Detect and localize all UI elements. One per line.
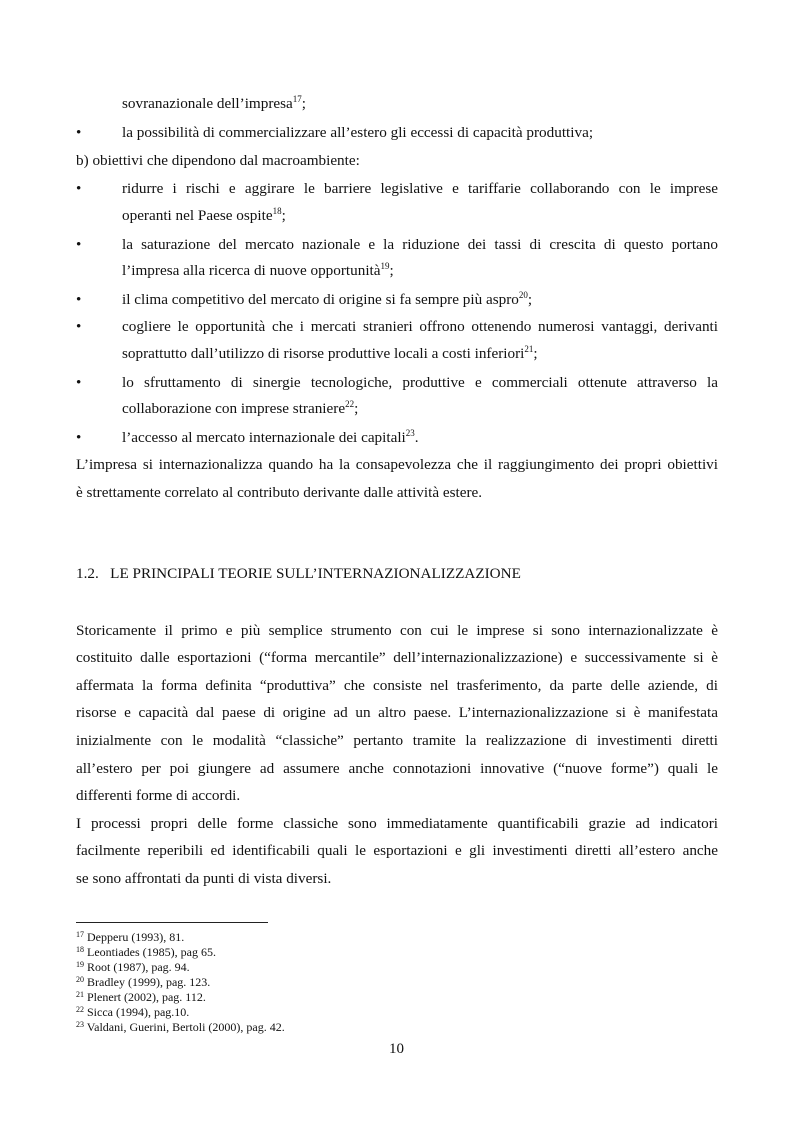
list-item: cogliere le opportunità che i mercati stranieri offrono ottenendo numerosi vantaggi, derivanti <box>122 318 718 335</box>
list-item-continuation: sovranazionale dell’impresa$^{17}$; <box>122 94 307 112</box>
page-number: 10 <box>389 1041 404 1057</box>
footnote: $^{19}$ Root (1987), pag. 94. <box>76 960 190 974</box>
footnote-ref: 19 <box>380 261 390 271</box>
footnote: $^{17}$ Depperu (1993), 81. <box>76 930 185 944</box>
section-heading: 1.2. LE PRINCIPALI TEORIE SULL’INTERNAZIONALIZZAZIONE <box>76 565 521 582</box>
footnote-ref: 17 <box>292 94 302 104</box>
paragraph-line: affermata la forma definita “produttiva” che consiste nel trasferimento, da parte delle aziende, di <box>76 677 718 694</box>
bullet-icon: • <box>76 291 82 308</box>
list-item: ridurre i rischi e aggirare le barriere legislative e tariffarie collaborando con le imprese <box>122 180 718 197</box>
list-item: lo sfruttamento di sinergie tecnologiche, produttive e commerciali ottenute attraverso la <box>122 374 718 391</box>
list-item-line2: operanti nel Paese ospite$^{18}$; <box>122 206 286 224</box>
paragraph-line: facilmente reperibili ed identificabili quali le esportazioni e gli investimenti diretti all’estero anche <box>76 842 718 859</box>
list-item-line2: l’impresa alla ricerca di nuove opportunità$^{19}$; <box>122 261 394 279</box>
paragraph-line: differenti forme di accordi. <box>76 787 241 804</box>
footnote: $^{18}$ Leontiades (1985), pag 65. <box>76 945 216 959</box>
footnote: $^{22}$ Sicca (1994), pag.10. <box>76 1005 190 1019</box>
list-item: l’accesso al mercato internazionale dei capitali$^{23}$. <box>122 428 419 446</box>
list-item: il clima competitivo del mercato di origine si fa sempre più aspro$^{20}$; <box>122 290 533 308</box>
bullet-icon: • <box>76 180 82 197</box>
list-item: la saturazione del mercato nazionale e la riduzione dei tassi di crescita di questo portano <box>122 236 718 253</box>
list-item: la possibilità di commercializzare all’estero gli eccessi di capacità produttiva; <box>122 124 594 141</box>
footnote-ref: 21 <box>524 344 534 354</box>
summary-line: L’impresa si internazionalizza quando ha la consapevolezza che il raggiungimento dei propri obiettivi <box>76 456 718 473</box>
footnote: $^{23}$ Valdani, Guerini, Bertoli (2000), pag. 42. <box>76 1020 285 1034</box>
footnote-ref: 23 <box>405 428 415 438</box>
paragraph-line: I processi propri delle forme classiche sono immediatamente quantificabili grazie ad indicatori <box>76 815 718 832</box>
paragraph-line: risorse e capacità dal paese di origine ad un altro paese. L’internazionalizzazione si è manifestata <box>76 704 718 721</box>
bullet-icon: • <box>76 236 82 253</box>
paragraph-line: all’estero per poi giungere ad assumere anche connotazioni innovative (“nuove forme”) quali le <box>76 760 718 777</box>
footnote-divider <box>76 922 268 923</box>
list-item-line2: collaborazione con imprese straniere$^{22}$; <box>122 399 359 417</box>
bullet-icon: • <box>76 429 82 446</box>
footnote: $^{20}$ Bradley (1999), pag. 123. <box>76 975 211 989</box>
footnote-ref: 20 <box>518 290 528 300</box>
bullet-icon: • <box>76 374 82 391</box>
subheading-b: b) obiettivi che dipendono dal macroambiente: <box>76 152 360 169</box>
paragraph-line: inizialmente con le modalità “classiche” pertanto tramite la realizzazione di investimenti diretti <box>76 732 718 749</box>
footnote: $^{21}$ Plenert (2002), pag. 112. <box>76 990 206 1004</box>
paragraph-line: costituito dalle esportazioni (“forma mercantile” dell’internazionalizzazione) e successivamente si è <box>76 649 718 666</box>
footnote-ref: 22 <box>345 399 355 409</box>
bullet-icon: • <box>76 318 82 335</box>
paragraph-line: Storicamente il primo e più semplice strumento con cui le imprese si sono internazionalizzate è <box>76 622 718 639</box>
footnote-ref: 18 <box>272 206 282 216</box>
list-item-line2: soprattutto dall’utilizzo di risorse produttive locali a costi inferiori$^{21}$; <box>122 344 538 362</box>
bullet-icon: • <box>76 124 82 141</box>
summary-line: è strettamente correlato al contributo derivante dalle attività estere. <box>76 484 483 501</box>
paragraph-line: se sono affrontati da punti di vista diversi. <box>76 870 332 887</box>
